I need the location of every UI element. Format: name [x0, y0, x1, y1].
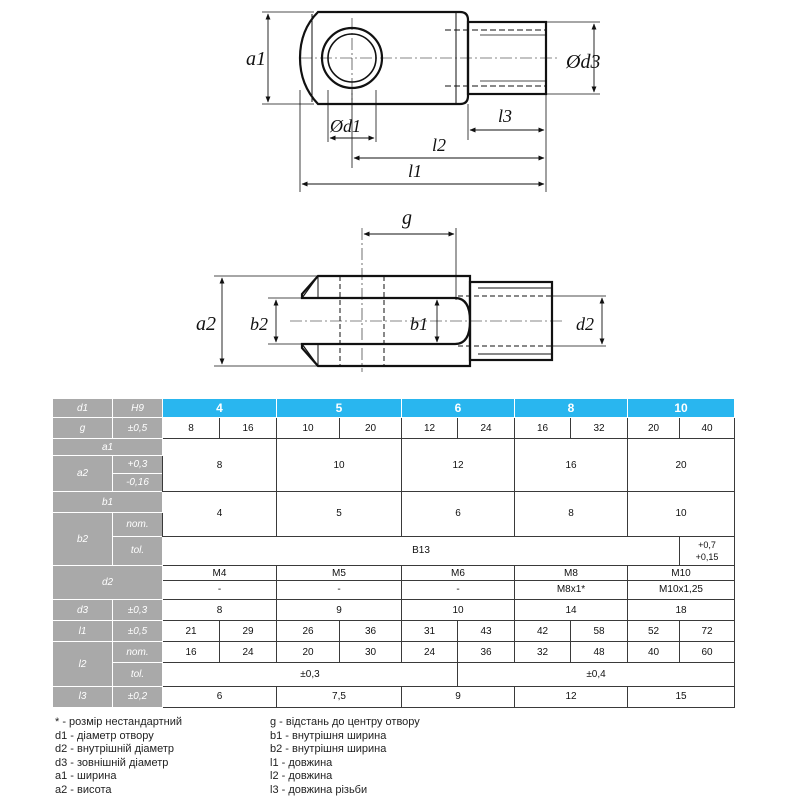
legend-item: * - розмір нестандартний [55, 716, 183, 728]
row-label-l2: l2 [53, 642, 113, 686]
table-cell: 52 [628, 621, 680, 642]
table-cell: ±0,4 [458, 663, 735, 686]
table-cell: 5 [277, 492, 402, 536]
table-cell: 24 [402, 642, 458, 663]
dimension-table [52, 398, 735, 708]
table-cell: 16 [220, 418, 277, 439]
table-cell: 24 [220, 642, 277, 663]
table-cell: 32 [571, 418, 628, 439]
table-cell: B13 [163, 536, 680, 566]
row-label-l1: l1 [53, 621, 113, 642]
legend-item: b1 - внутрішня ширина [270, 729, 387, 742]
dim-label-d3: Ød3 [566, 51, 601, 73]
table-row-l3 [53, 686, 735, 707]
table-row-l2-tol [53, 663, 735, 686]
bottom-view-drawing [214, 228, 606, 372]
table-row-d2 [53, 566, 735, 581]
table-cell: 72 [680, 621, 735, 642]
table-cell: 43 [458, 621, 515, 642]
row-label-d3: d3 [53, 600, 113, 621]
legend-item: g - відстань до центру отвору [270, 716, 420, 728]
size-col-header: 6 [402, 399, 515, 418]
table-cell: M10 [628, 566, 735, 581]
legend-item: a2 - висота [55, 783, 112, 796]
table-cell: 36 [458, 642, 515, 663]
table-cell: 21 [163, 621, 220, 642]
legend-item: d3 - зовнішній діаметр [55, 756, 169, 769]
table-cell: M10x1,25 [628, 580, 735, 599]
table-cell: 12 [402, 418, 458, 439]
table-cell: 10 [277, 439, 402, 492]
table-cell: 18 [628, 600, 735, 621]
dim-label-a1: a1 [246, 48, 266, 70]
legend-item: b2 - внутрішня ширина [270, 743, 387, 755]
table-row-l1 [53, 621, 735, 642]
size-col-header: 4 [163, 399, 277, 418]
row-label-a2: a2 [53, 456, 113, 492]
table-cell: 7,5 [277, 686, 402, 707]
tol-a-plus: +0,3 [113, 456, 163, 474]
row-label-d2: d2 [53, 566, 163, 600]
table-cell: 9 [277, 600, 402, 621]
legend-item: a1 - ширина [55, 770, 117, 782]
row-label-d1: d1 [53, 399, 113, 418]
table-cell: M6 [402, 566, 515, 581]
table-cell: M5 [277, 566, 402, 581]
legend-item: d1 - діаметр отвору [55, 729, 154, 742]
table-cell: 12 [402, 439, 515, 492]
table-row-b1 [53, 492, 735, 513]
table-cell: - [402, 580, 515, 599]
table-cell: 10 [628, 492, 735, 536]
top-view-drawing [262, 12, 600, 192]
table-cell: 20 [628, 418, 680, 439]
table-cell: 15 [628, 686, 735, 707]
table-cell: - [277, 580, 402, 599]
table-cell: 29 [220, 621, 277, 642]
legend-item: l1 - довжина [270, 756, 333, 769]
table-cell: 10 [277, 418, 340, 439]
legend-right-column [270, 716, 570, 797]
legend-item: d2 - внутрішній діаметр [55, 743, 175, 755]
table-cell: ±0,3 [163, 663, 458, 686]
table-row-l2-nom [53, 642, 735, 663]
table-cell: 58 [571, 621, 628, 642]
size-col-header: 5 [277, 399, 402, 418]
tol-l1: ±0,5 [113, 621, 163, 642]
table-cell: 8 [163, 600, 277, 621]
dim-label-d1: Ød1 [330, 116, 361, 136]
nom-label-b2: nom. [113, 513, 163, 536]
table-cell [680, 536, 735, 566]
table-cell: 16 [515, 418, 571, 439]
table-cell: 14 [515, 600, 628, 621]
table-cell: 31 [402, 621, 458, 642]
table-cell: 9 [402, 686, 515, 707]
row-label-a1: a1 [53, 439, 163, 456]
nom-label-l2: nom. [113, 642, 163, 663]
table-cell: 16 [163, 642, 220, 663]
table-row-a1 [53, 439, 735, 456]
table-cell: 40 [628, 642, 680, 663]
table-cell: 6 [163, 686, 277, 707]
table-cell: 10 [402, 600, 515, 621]
table-row-b2-tol [53, 536, 735, 566]
table-cell: 20 [340, 418, 402, 439]
table-cell: 30 [340, 642, 402, 663]
table-cell: 48 [571, 642, 628, 663]
table-row-d3 [53, 600, 735, 621]
size-col-header: 8 [515, 399, 628, 418]
table-cell: 42 [515, 621, 571, 642]
row-label-b1: b1 [53, 492, 163, 513]
table-row-d1 [53, 399, 735, 418]
tol-l3: ±0,2 [113, 686, 163, 707]
tol-g: ±0,5 [113, 418, 163, 439]
table-cell: 32 [515, 642, 571, 663]
size-col-header: 10 [628, 399, 735, 418]
dim-label-l3: l3 [498, 106, 513, 126]
legend-item: l2 - довжина [270, 770, 333, 782]
table-cell: M8 [515, 566, 628, 581]
tol-b2-plus: +0,7 [698, 539, 716, 550]
table-cell: 8 [515, 492, 628, 536]
table-cell: - [163, 580, 277, 599]
table-cell: 20 [628, 439, 735, 492]
table-cell: 6 [402, 492, 515, 536]
dim-label-l1: l1 [408, 161, 423, 181]
table-cell: 60 [680, 642, 735, 663]
tol-a-minus: -0,16 [113, 474, 163, 492]
dim-label-b1: b1 [410, 314, 428, 334]
table-cell: 26 [277, 621, 340, 642]
row-label-g: g [53, 418, 113, 439]
technical-drawings [0, 0, 800, 395]
dim-label-b2: b2 [250, 314, 268, 334]
dim-label-d2: d2 [576, 314, 594, 334]
table-cell: 4 [163, 492, 277, 536]
table-cell: 8 [163, 439, 277, 492]
table-cell: 20 [277, 642, 340, 663]
table-cell: 24 [458, 418, 515, 439]
row-label-b2: b2 [53, 513, 113, 566]
table-cell: 40 [680, 418, 735, 439]
legend-item: l3 - довжина різьби [270, 783, 368, 796]
dim-label-l2: l2 [432, 135, 447, 155]
table-cell: 16 [515, 439, 628, 492]
table-cell: 8 [163, 418, 220, 439]
tol-label-b2: tol. [113, 536, 163, 566]
tol-d3: ±0,3 [113, 600, 163, 621]
dim-label-a2: a2 [196, 313, 216, 335]
tol-label-l2: tol. [113, 663, 163, 686]
tol-b2-minus: +0,15 [695, 551, 719, 562]
row-label-l3: l3 [53, 686, 113, 707]
table-cell: M4 [163, 566, 277, 581]
table-cell: 12 [515, 686, 628, 707]
table-row-g [53, 418, 735, 439]
table-cell: 36 [340, 621, 402, 642]
tol-d1: H9 [113, 399, 163, 418]
dim-label-g: g [402, 207, 412, 229]
table-cell: M8x1* [515, 580, 628, 599]
